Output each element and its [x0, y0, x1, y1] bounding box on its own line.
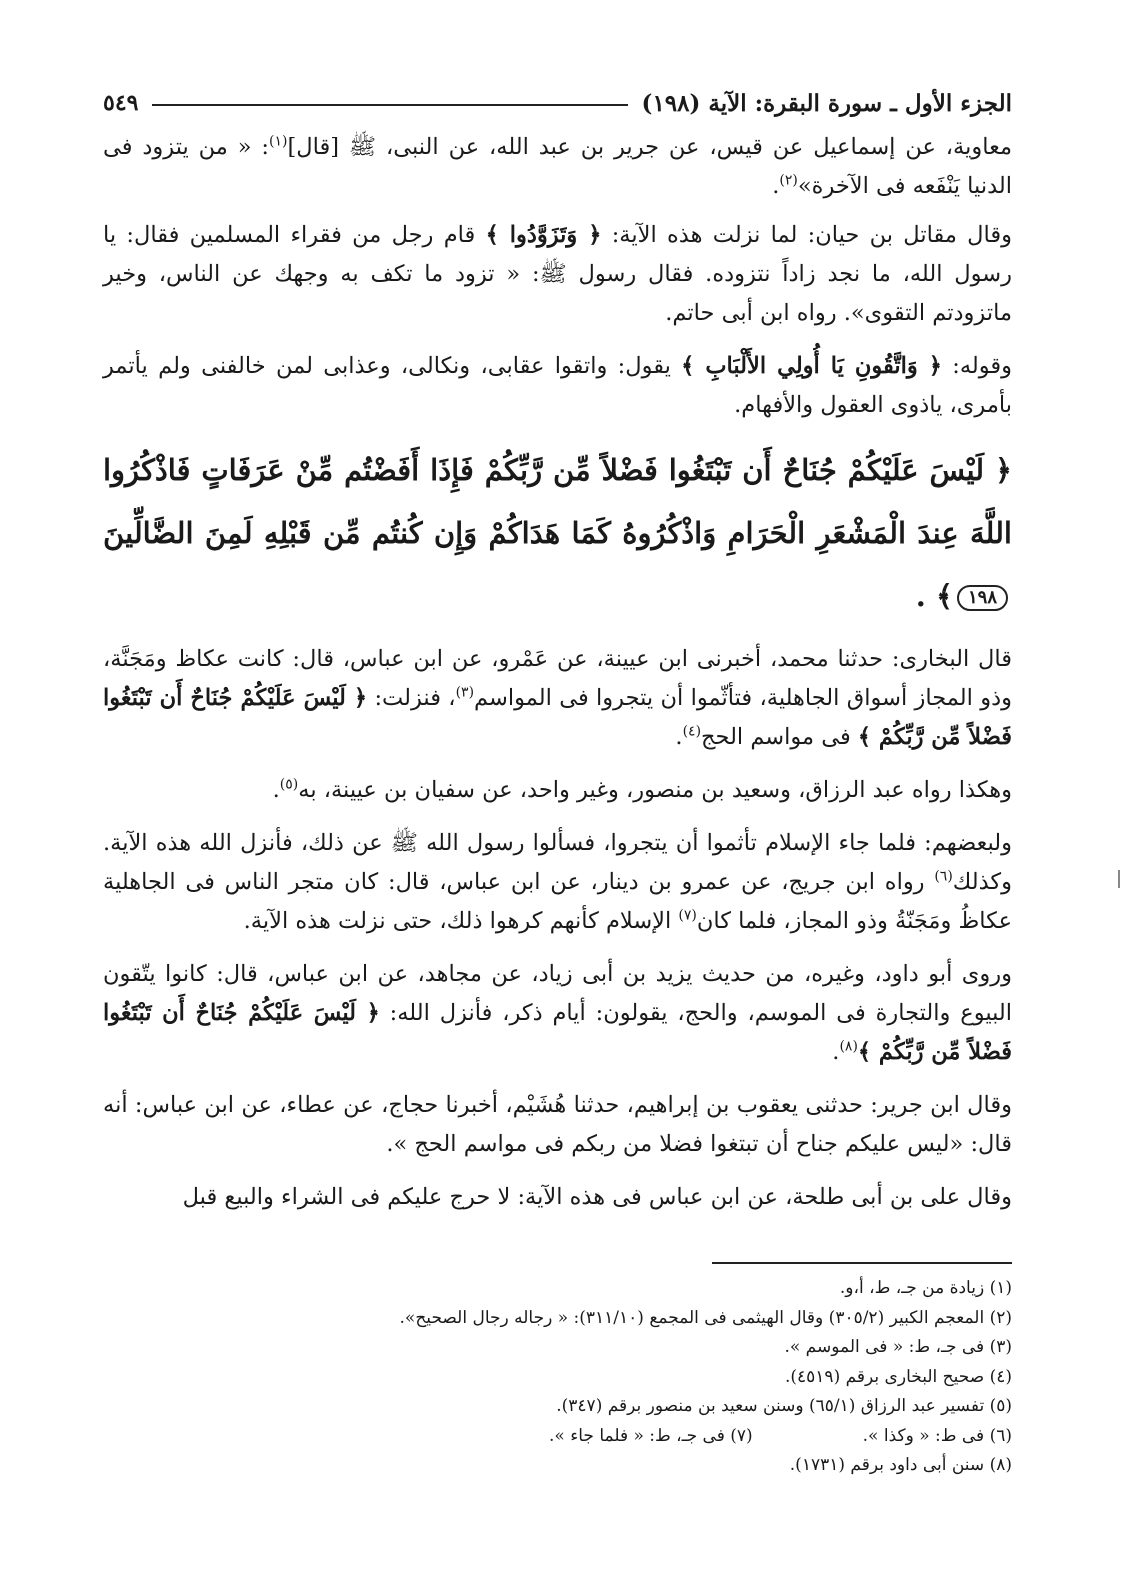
text-run: وقال على بن أبى طلحة، عن ابن عباس فى هذه الآية: لا حرج عليكم فى الشراء والبيع قبل	[182, 1184, 1012, 1210]
scan-margin-mark	[1118, 870, 1120, 888]
footnote-rule	[712, 1262, 1012, 1264]
footnote-8: (٨) سنن أبى داود برقم (١٧٣١).	[789, 1455, 1012, 1475]
paragraph-2	[103, 216, 1012, 333]
footnote-ref[interactable]: (٧)	[678, 907, 697, 924]
text-run: وقال ابن جرير: حدثنى يعقوب بن إبراهيم، حدثنا هُشَيْم، أخبرنا حجاج، عن عطاء، عن ابن عباس: أنه قال: «ليس عليكم جناح أن تبتغوا فضلا من ربكم فى مواسم الحج ».	[103, 1092, 1012, 1157]
text-run: قام رجل من فقراء المسلمين فقال: يا رسول الله، ما نجد زاداً نتزوده. فقال رسول ﷺ: « تزود ما تكف به وجهك عن الناس، وخير ماتزودتم التقوى». رواه ابن أبى حاتم.	[103, 222, 1012, 326]
quran-verse-block	[103, 439, 1012, 628]
text-run: .	[772, 173, 780, 199]
page-header	[103, 78, 1012, 128]
footnote-row-6-7	[103, 1422, 1012, 1452]
footnotes-section	[103, 1262, 1012, 1481]
footnote-2: (٢) المعجم الكبير (٣٠٥/٢) وقال الهيثمى فى المجمع (٣١١/١٠): « رجاله رجال الصحيح».	[399, 1307, 1012, 1328]
paragraph-5	[103, 771, 1012, 810]
paragraph-6	[103, 824, 1012, 941]
footnote-ref[interactable]: (٣)	[455, 684, 475, 701]
text-run: ولبعضهم: فلما جاء الإسلام تأثموا أن يتجروا، فسألوا رسول الله ﷺ عن ذلك، فأنزل الله هذه الآية. وكذلك	[103, 830, 1012, 895]
footnote-5: (٥) تفسير عبد الرزاق (٦٥/١) وسنن سعيد بن منصور برقم (٣٤٧).	[556, 1396, 1012, 1416]
text-run: .	[675, 724, 683, 750]
footnote-3: (٣) فى جـ، ط: « فى الموسم ».	[784, 1337, 1012, 1357]
text-run: ، فنزلت:	[367, 685, 456, 711]
text-run: رواه ابن جريج، عن عمرو بن دينار، عن ابن عباس، قال: كان متجر الناس فى الجاهلية عكاظُ ومَجَنّةُ وذو المجاز، فلما كان	[103, 869, 1012, 934]
footnote-6: (٦) فى ط: « وكذا ».	[862, 1425, 1012, 1446]
footnote-4: (٤) صحيح البخارى برقم (٤٥١٩).	[784, 1366, 1012, 1387]
running-title: الجزء الأول ـ سورة البقرة: الآية (١٩٨)	[641, 89, 1012, 117]
text-run: وقال مقاتل بن حيان: لما نزلت هذه الآية:	[601, 222, 1013, 248]
text-run: وروى أبو داود، وغيره، من حديث يزيد بن أبى زياد، عن مجاهد، عن ابن عباس، قال: كانوا يتّقون البيوع والتجارة فى الموسم، والحج، يقولون: أيام ذكر، فأنزل الله:	[103, 961, 1013, 1026]
quran-quote: ﴿ وَتَزَوَّدُوا ﴾	[485, 222, 602, 248]
quran-quote: ﴿ وَاتَّقُونِ يَا أُولِي الأَلْبَابِ ﴾	[681, 353, 942, 379]
paragraph-1	[103, 128, 1012, 206]
text-run: يقول: واتقوا عقابى، ونكالى، وعذابى لمن خالفنى ولم يأتمر بأمرى، ياذوى العقول والأفهام.	[103, 353, 1012, 418]
footnote-ref[interactable]: (١)	[269, 133, 288, 150]
header-rule	[152, 104, 627, 106]
quran-quote: ﴿ لَيْسَ عَلَيْكُمْ جُنَاحٌ أَن تَبْتَغُوا فَضْلاً مِّن رَّبِّكُمْ ﴾	[103, 685, 1012, 750]
footnote-ref[interactable]: (٢)	[779, 172, 798, 189]
page-number: ٥٤٩	[103, 90, 139, 116]
footnote-ref[interactable]: (٦)	[934, 868, 953, 885]
footnote-7: (٧) فى جـ، ط: « فلما جاء ».	[549, 1425, 753, 1446]
paragraph-7	[103, 955, 1012, 1072]
text-run: : « من يتزود فى الدنيا يَنْفَعه فى الآخرة»	[103, 134, 1012, 199]
ayah-number-badge: ١٩٨	[957, 585, 1008, 611]
footnote-ref[interactable]: (٨)	[839, 1038, 858, 1055]
quran-quote: ﴿ لَيْسَ عَلَيْكُمْ جُنَاحٌ أَن تَبْتَغُوا فَضْلاً مِّن رَّبِّكُمْ ﴾	[103, 1000, 1012, 1065]
verse-text: لَيْسَ عَلَيْكُمْ جُنَاحٌ أَن تَبْتَغُوا فَضْلاً مِّن رَّبِّكُمْ فَإِذَا أَفَضْتُم مِّنْ عَرَفَاتٍ فَاذْكُرُوا اللَّهَ عِندَ الْمَشْعَرِ الْحَرَامِ وَاذْكُرُوهُ كَمَا هَدَاكُمْ وَإِن كُنتُم مِّن قَبْلِهِ لَمِنَ الضَّالِّينَ	[103, 453, 1012, 550]
paragraph-3	[103, 347, 1012, 425]
paragraph-9	[103, 1178, 1012, 1217]
text-run: فى مواسم الحج	[701, 724, 858, 750]
text-run: وقوله:	[941, 353, 1012, 379]
footnote-ref[interactable]: (٤)	[682, 723, 702, 740]
verse-open-brace: ﴿	[995, 453, 1012, 487]
paragraph-4	[103, 640, 1012, 757]
footnote-1: (١) زيادة من جـ، ط، أ،و.	[839, 1278, 1012, 1298]
text-run: الإسلام كأنهم كرهوا ذلك، حتى نزلت هذه الآية.	[243, 908, 679, 934]
footnote-ref[interactable]: (٥)	[279, 776, 299, 793]
text-run: قال البخارى: حدثنا محمد، أخبرنى ابن عيينة، عن عَمْرو، عن ابن عباس، قال: كانت عكاظ ومَجَنَّة، وذو المجاز أسواق الجاهلية، فتأثّموا أن يتجروا فى المواسم	[103, 646, 1012, 711]
text-run: معاوية، عن إسماعيل عن قيس، عن جرير بن عبد الله، عن النبى، ﷺ [قال]	[287, 134, 1013, 160]
paragraph-8	[103, 1086, 1012, 1164]
text-run: وهكذا رواه عبد الرزاق، وسعيد بن منصور، وغير واحد، عن سفيان بن عيينة، به	[298, 777, 1012, 803]
text-run: .	[272, 777, 280, 803]
verse-close-brace: ﴾ .	[915, 579, 953, 613]
text-run: .	[832, 1039, 840, 1065]
